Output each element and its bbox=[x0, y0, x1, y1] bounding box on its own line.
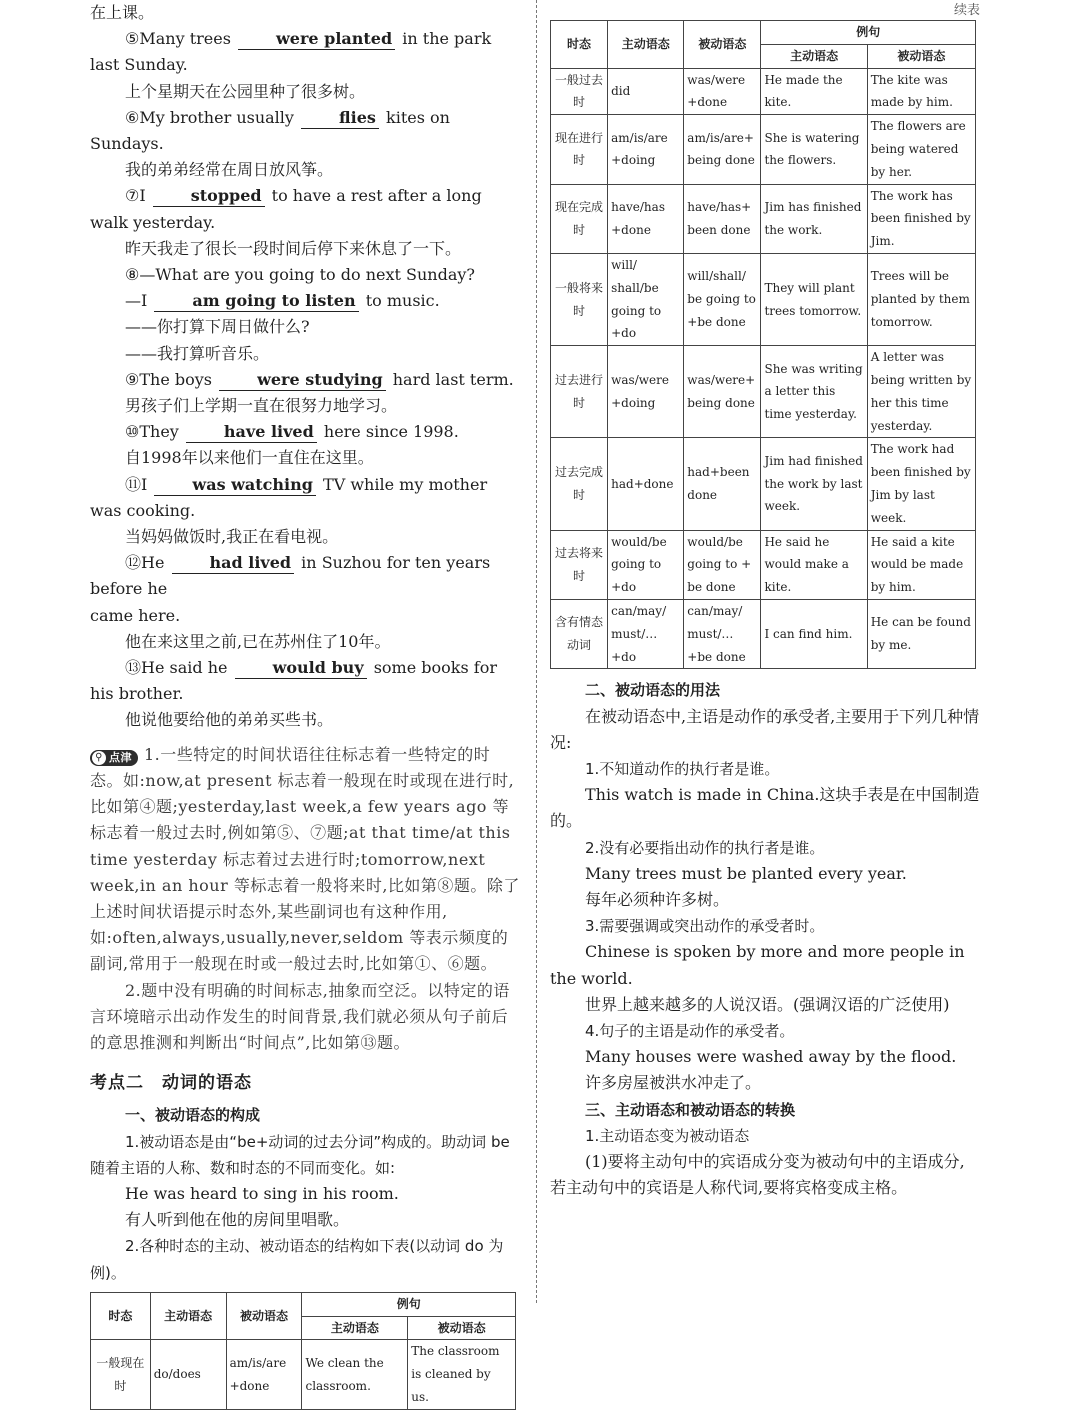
cell-tense: 现在完成时 bbox=[551, 184, 608, 253]
usage-3-example: Chinese is spoken by more and more people in the world. bbox=[550, 942, 965, 988]
cell-ex-active: Jim has finished the work. bbox=[761, 184, 867, 253]
exercise-line: 男孩子们上学期一直在很努力地学习。 bbox=[125, 396, 398, 416]
usage-4: 4.句子的主语是动作的承受者。 bbox=[585, 1021, 795, 1040]
cell-ex-active: He said he would make a kite. bbox=[761, 530, 867, 599]
answer-blank: stopped bbox=[153, 186, 265, 207]
th-ex-active: 主动语态 bbox=[761, 44, 867, 68]
usage-3-translation: 世界上越来越多的人说汉语。(强调汉语的广泛使用) bbox=[585, 994, 950, 1014]
exercise-line: ⑪I was watching TV while my mother was cooking. bbox=[90, 474, 488, 520]
cell-ex-active: I can find him. bbox=[761, 599, 867, 668]
usage-3: 3.需要强调或突出动作的承受者时。 bbox=[585, 917, 825, 936]
cell-active: will/ shall/be going to +do bbox=[608, 253, 684, 345]
th-passive: 被动语态 bbox=[684, 21, 761, 69]
th-tense: 时态 bbox=[91, 1292, 151, 1340]
answer-blank: flies bbox=[301, 108, 379, 129]
answer-blank: had lived bbox=[172, 553, 295, 574]
exercise-line: ⑩They have lived here since 1998. bbox=[125, 422, 459, 442]
paragraph-1: 1.被动语态是由“be+动词的过去分词”构成的。助动词 be 随着主语的人称、数和时态的不同而变化。如: bbox=[90, 1132, 510, 1177]
exercise-line: ——你打算下周日做什么? bbox=[125, 317, 310, 337]
cell-passive: was/were +done bbox=[684, 68, 761, 115]
left-column bbox=[90, 0, 520, 1410]
cell-tense: 现在进行时 bbox=[551, 115, 608, 184]
answer-blank: am going to listen bbox=[154, 291, 358, 312]
usage-intro: 在被动语态中,主语是动作的承受者,主要用于下列几种情况: bbox=[550, 706, 980, 752]
magnifier-icon: ⚲ bbox=[92, 751, 106, 765]
cell-ex-passive: The work had been finished by Jim by last week. bbox=[867, 438, 975, 530]
cell-active: am/is/are +doing bbox=[608, 115, 684, 184]
column-divider bbox=[536, 0, 537, 1303]
cell-ex-passive: He said a kite would be made by him. bbox=[867, 530, 975, 599]
exercise-line: 我的弟弟经常在周日放风筝。 bbox=[125, 160, 334, 180]
voice-table-part2 bbox=[550, 20, 976, 669]
voice-table-part2-body bbox=[551, 68, 976, 669]
example-1-translation: 有人听到他在他的房间里唱歌。 bbox=[125, 1210, 350, 1230]
cell-ex-passive: The classroom is cleaned by us. bbox=[408, 1340, 516, 1409]
usage-1: 1.不知道动作的执行者是谁。 bbox=[585, 759, 780, 778]
cell-passive: would/be going to + be done bbox=[684, 530, 761, 599]
th-ex-passive: 被动语态 bbox=[867, 44, 975, 68]
usage-2-translation: 每年必须种许多树。 bbox=[585, 889, 730, 909]
line-13: ⑬He said he would buy some books for his brother. bbox=[90, 658, 497, 704]
usage-4-translation: 许多房屋被洪水冲走了。 bbox=[585, 1073, 762, 1093]
exercise-line: ⑨The boys were studying hard last term. bbox=[125, 369, 514, 389]
subheading-passive-structure: 一、被动语态的构成 bbox=[125, 1106, 261, 1125]
cell-tense: 一般过去时 bbox=[551, 68, 608, 115]
usage-2-example: Many trees must be planted every year. bbox=[585, 863, 907, 883]
th-ex-active: 主动语态 bbox=[302, 1316, 408, 1340]
subheading-passive-usage: 二、被动语态的用法 bbox=[585, 681, 721, 700]
table-row bbox=[91, 1340, 516, 1409]
cell-ex-passive: He can be found by me. bbox=[867, 599, 975, 668]
exercise-line: 昨天我走了很长一段时间后停下来休息了一下。 bbox=[125, 238, 462, 258]
cell-ex-passive: A letter was being written by her this time yesterday. bbox=[867, 346, 975, 438]
cell-ex-passive: The flowers are being watered by her. bbox=[867, 115, 975, 184]
table-row bbox=[551, 438, 976, 530]
table-row bbox=[551, 115, 976, 184]
example-1: He was heard to sing in his room. bbox=[125, 1183, 399, 1203]
cell-tense: 含有情态动词 bbox=[551, 599, 608, 668]
cell-ex-active: They will plant trees tomorrow. bbox=[761, 253, 867, 345]
cell-ex-passive: The work has been finished by Jim. bbox=[867, 184, 975, 253]
voice-table-part1-body bbox=[91, 1340, 516, 1409]
cell-passive: will/shall/ be going to +be done bbox=[684, 253, 761, 345]
cell-active: had+done bbox=[608, 438, 684, 530]
exercise-line: 在上课。 bbox=[90, 3, 155, 22]
answer-blank: have lived bbox=[186, 422, 317, 443]
conversion-1: 1.主动语态变为被动语态 bbox=[585, 1126, 750, 1145]
table-row bbox=[551, 530, 976, 599]
cell-tense: 过去完成时 bbox=[551, 438, 608, 530]
conversion-1-rule: (1)要将主动句中的宾语成分变为被动句中的主语成分,若主动句中的宾语是人称代词,要将宾格变成主格。 bbox=[550, 1151, 965, 1198]
answer-blank: were studying bbox=[219, 370, 386, 391]
paragraph-2: 2.各种时态的主动、被动语态的结构如下表(以动词 do 为例)。 bbox=[90, 1237, 504, 1282]
cell-ex-active: Jim had finished the work by last week. bbox=[761, 438, 867, 530]
cell-active: did bbox=[608, 68, 684, 115]
exercise-line: 当妈妈做饭时,我正在看电视。 bbox=[125, 527, 339, 547]
usage-2: 2.没有必要指出动作的执行者是谁。 bbox=[585, 838, 825, 857]
line-came-here: came here. bbox=[90, 605, 181, 625]
table-row bbox=[551, 184, 976, 253]
line-13-translation: 他说他要给他的弟弟买些书。 bbox=[125, 710, 334, 730]
exercise-line: 自1998年以来他们一直住在这里。 bbox=[125, 448, 374, 468]
cell-active: would/be going to +do bbox=[608, 530, 684, 599]
section-heading: 考点二 动词的语态 bbox=[90, 1073, 252, 1094]
exercise-line: ⑫He had lived in Suzhou for ten years before he bbox=[90, 553, 491, 599]
cell-active: can/may/ must/… +do bbox=[608, 599, 684, 668]
cell-passive: have/has+ been done bbox=[684, 184, 761, 253]
answer-blank: would buy bbox=[235, 658, 367, 679]
cell-ex-active: She is watering the flowers. bbox=[761, 115, 867, 184]
cell-tense: 过去进行时 bbox=[551, 346, 608, 438]
table-row bbox=[551, 68, 976, 115]
th-example: 例句 bbox=[302, 1292, 516, 1316]
exercise-line: ⑧—What are you going to do next Sunday? bbox=[125, 265, 475, 285]
cell-ex-passive: The kite was made by him. bbox=[867, 68, 975, 115]
usage-4-example: Many houses were washed away by the flood. bbox=[585, 1047, 957, 1067]
cell-passive: was/were+ being done bbox=[684, 346, 761, 438]
cell-tense: 过去将来时 bbox=[551, 530, 608, 599]
line-12-translation: 他在来这里之前,已在苏州住了10年。 bbox=[125, 631, 391, 651]
exercise-line: 上个星期天在公园里种了很多树。 bbox=[125, 81, 366, 101]
answer-blank: was watching bbox=[154, 475, 316, 496]
voice-table-part1 bbox=[90, 1292, 516, 1410]
tip-tag: ⚲ 点津 bbox=[90, 750, 138, 766]
table-row bbox=[551, 253, 976, 345]
answer-blank: were planted bbox=[238, 29, 395, 50]
th-active: 主动语态 bbox=[150, 1292, 226, 1340]
cell-ex-active: He made the kite. bbox=[761, 68, 867, 115]
cell-passive: am/is/are +done bbox=[226, 1340, 302, 1409]
exercise-line: ⑥My brother usually flies kites on Sundays. bbox=[90, 107, 450, 154]
th-active: 主动语态 bbox=[608, 21, 684, 69]
cell-ex-active: We clean the classroom. bbox=[302, 1340, 408, 1409]
exercise-answers bbox=[90, 0, 520, 603]
right-column bbox=[550, 0, 980, 1201]
tip-note-1: ⚲ 点津 1.一些特定的时间状语往往标志着一些特定的时态。如:now,at present 标志着一般现在时或现在进行时,比如第④题;yesterday,last week,a few years ago 等标志着一般过去时,例如第⑤、⑦题;at that time/at this time yesterday 标志着过去进行时;tomorrow,next week,in an hour 等标志着一般将来时,比如第⑧题。除了上述时间状语提示时态外,某些副词也有这种作用,如:often,always,usually,never,seldom 等表示频度的副词,常用于一般现在时或一般过去时,比如第①、⑥题。 bbox=[90, 744, 520, 974]
exercise-line: ——我打算听音乐。 bbox=[125, 343, 270, 363]
cell-passive: had+been done bbox=[684, 438, 761, 530]
cell-active: do/does bbox=[150, 1340, 226, 1409]
exercise-line: ⑦I stopped to have a rest after a long walk yesterday. bbox=[90, 186, 482, 232]
continued-label: 续表 bbox=[953, 3, 980, 18]
subheading-voice-conversion: 三、主动语态和被动语态的转换 bbox=[585, 1100, 796, 1119]
table-row bbox=[551, 346, 976, 438]
cell-ex-active: She was writing a letter this time yesterday. bbox=[761, 346, 867, 438]
cell-ex-passive: Trees will be planted by them tomorrow. bbox=[867, 253, 975, 345]
th-ex-passive: 被动语态 bbox=[408, 1316, 516, 1340]
tip-note-2: 2.题中没有明确的时间标志,抽象而空泛。以特定的语言环境暗示出动作发生的时间背景,我们就必须从句子前后的意思推测和判断出“时间点”,比如第⑬题。 bbox=[90, 980, 510, 1052]
cell-tense: 一般现在时 bbox=[91, 1340, 151, 1409]
cell-passive: can/may/ must/… +be done bbox=[684, 599, 761, 668]
exercise-line: —I am going to listen to music. bbox=[125, 291, 440, 311]
cell-active: have/has +done bbox=[608, 184, 684, 253]
cell-tense: 一般将来时 bbox=[551, 253, 608, 345]
th-example: 例句 bbox=[761, 21, 976, 45]
table-row bbox=[551, 599, 976, 668]
exercise-line: ⑤Many trees were planted in the park last Sunday. bbox=[90, 29, 492, 75]
cell-passive: am/is/are+ being done bbox=[684, 115, 761, 184]
th-tense: 时态 bbox=[551, 21, 608, 69]
usage-1-example: This watch is made in China.这块手表是在中国制造的。 bbox=[550, 785, 980, 831]
th-passive: 被动语态 bbox=[226, 1292, 302, 1340]
cell-active: was/were +doing bbox=[608, 346, 684, 438]
